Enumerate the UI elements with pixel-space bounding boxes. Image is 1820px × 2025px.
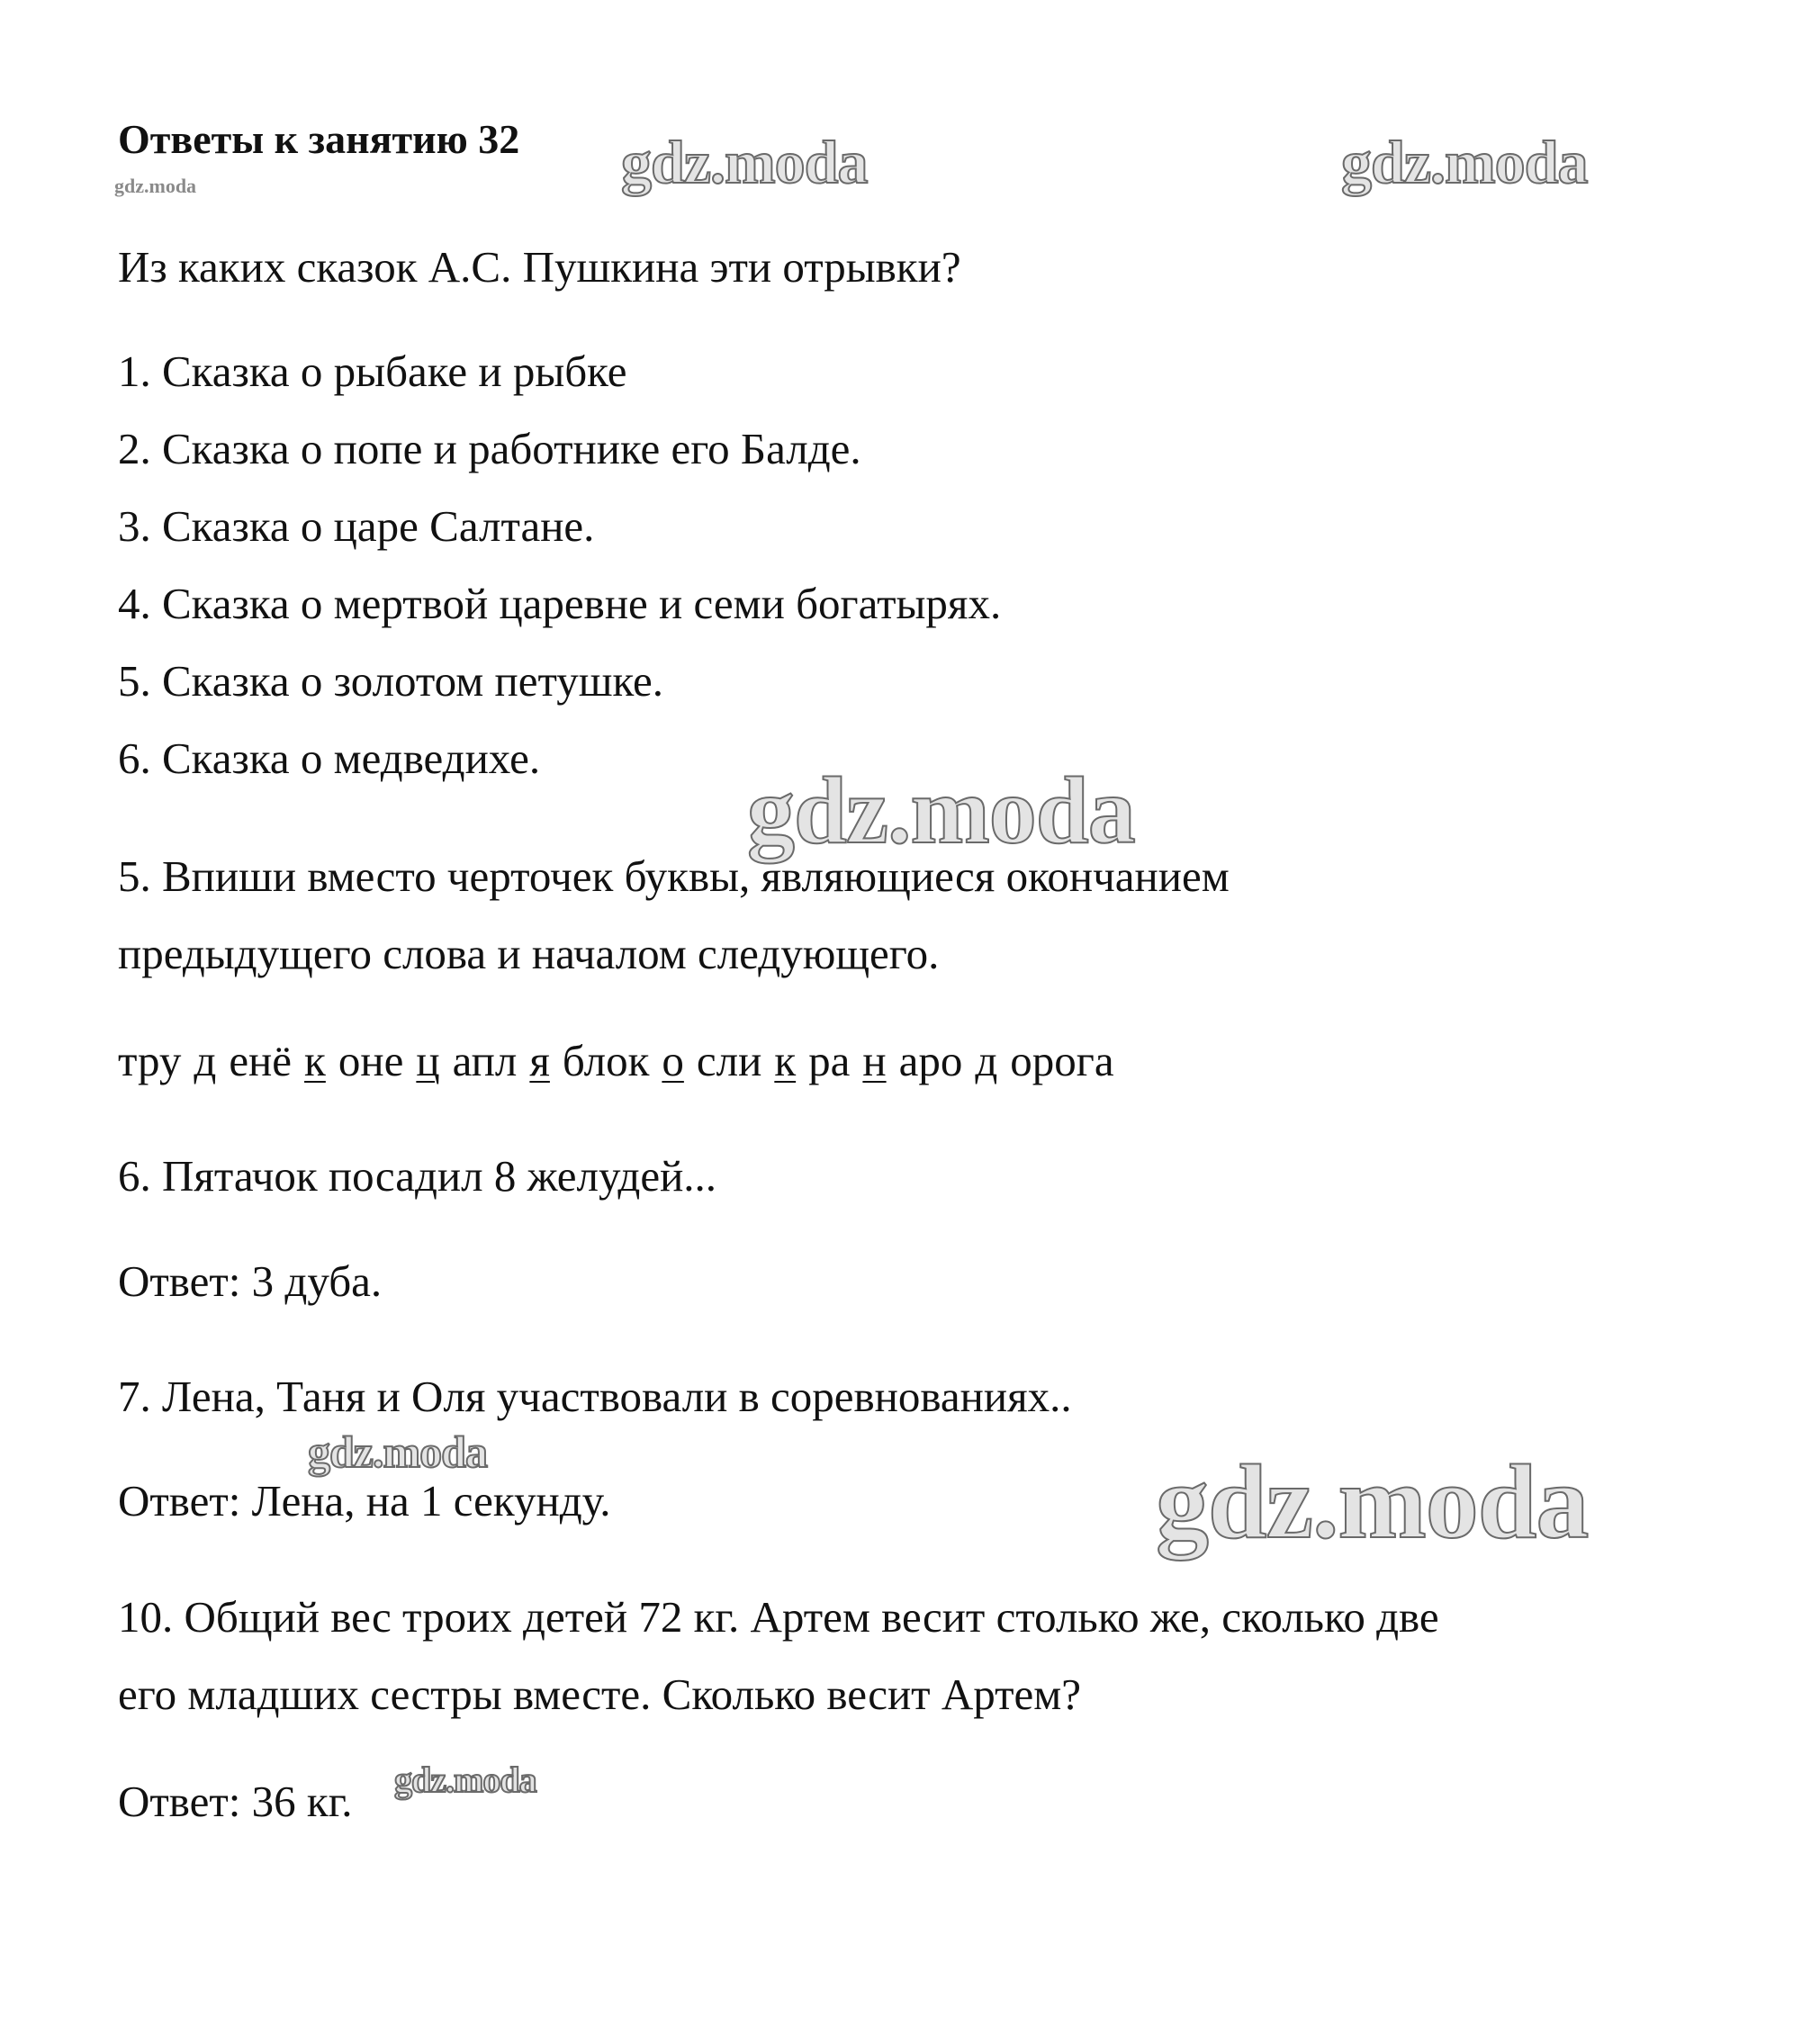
chain-word: оне [338, 1036, 404, 1085]
tale-item-5: 5. Сказка о золотом петушке. [118, 656, 664, 706]
task7-question: 7. Лена, Таня и Оля участвовали в соревнованиях.. [118, 1372, 1072, 1421]
chain-blank: д [975, 1036, 998, 1085]
watermark-logo: gdz.moda [747, 758, 1135, 863]
task10-answer: Ответ: 36 кг. [118, 1777, 353, 1826]
tale-item-6: 6. Сказка о медведихе. [118, 734, 541, 783]
task10-question-line2: его младших сестры вместе. Сколько весит Артем? [118, 1670, 1081, 1719]
chain-blank: к [304, 1036, 326, 1085]
chain-blank: ц [416, 1036, 440, 1085]
watermark-logo: gdz.moda [1156, 1443, 1589, 1561]
chain-blank: о [662, 1036, 684, 1085]
task6-answer: Ответ: 3 дуба. [118, 1256, 383, 1306]
page-title: Ответы к занятию 32 [118, 116, 520, 162]
watermark-logo: gdz.moda [114, 175, 197, 197]
tale-item-4: 4. Сказка о мертвой царевне и семи богатырях. [118, 579, 1002, 628]
chain-word: аро [898, 1036, 963, 1085]
intro-question: Из каких сказок А.С. Пушкина эти отрывки? [118, 242, 961, 292]
task5-question-line1: 5. Впиши вместо черточек буквы, являющиеся окончанием [118, 851, 1230, 901]
watermark-logo: gdz.moda [308, 1426, 487, 1477]
chain-word: ра [808, 1036, 851, 1085]
chain-word: енё [229, 1036, 293, 1085]
tale-item-2: 2. Сказка о попе и работнике его Балде. [118, 424, 861, 473]
task10-question-line1: 10. Общий вес троих детей 72 кг. Артем весит столько же, сколько две [118, 1592, 1439, 1642]
chain-blank: д [194, 1036, 217, 1085]
word-chain [118, 1037, 1114, 1085]
watermark-logo: gdz.moda [621, 128, 868, 196]
task7-answer: Ответ: Лена, на 1 секунду. [118, 1476, 611, 1526]
task5-question-line2: предыдущего слова и началом следующего. [118, 929, 940, 978]
chain-blank: я [529, 1036, 550, 1085]
chain-blank: к [774, 1036, 797, 1085]
chain-word: сли [696, 1036, 762, 1085]
tale-item-3: 3. Сказка о царе Салтане. [118, 501, 595, 551]
chain-word: апл [452, 1036, 518, 1085]
watermark-logo: gdz.moda [1341, 128, 1588, 196]
tale-item-1: 1. Сказка о рыбаке и рыбке [118, 346, 627, 396]
chain-word: тру [118, 1036, 182, 1085]
chain-word: блок [562, 1036, 650, 1085]
chain-word: орога [1010, 1036, 1114, 1085]
chain-blank: н [862, 1036, 887, 1085]
watermark-logo: gdz.moda [394, 1760, 536, 1800]
task6-question: 6. Пятачок посадил 8 желудей... [118, 1151, 717, 1201]
